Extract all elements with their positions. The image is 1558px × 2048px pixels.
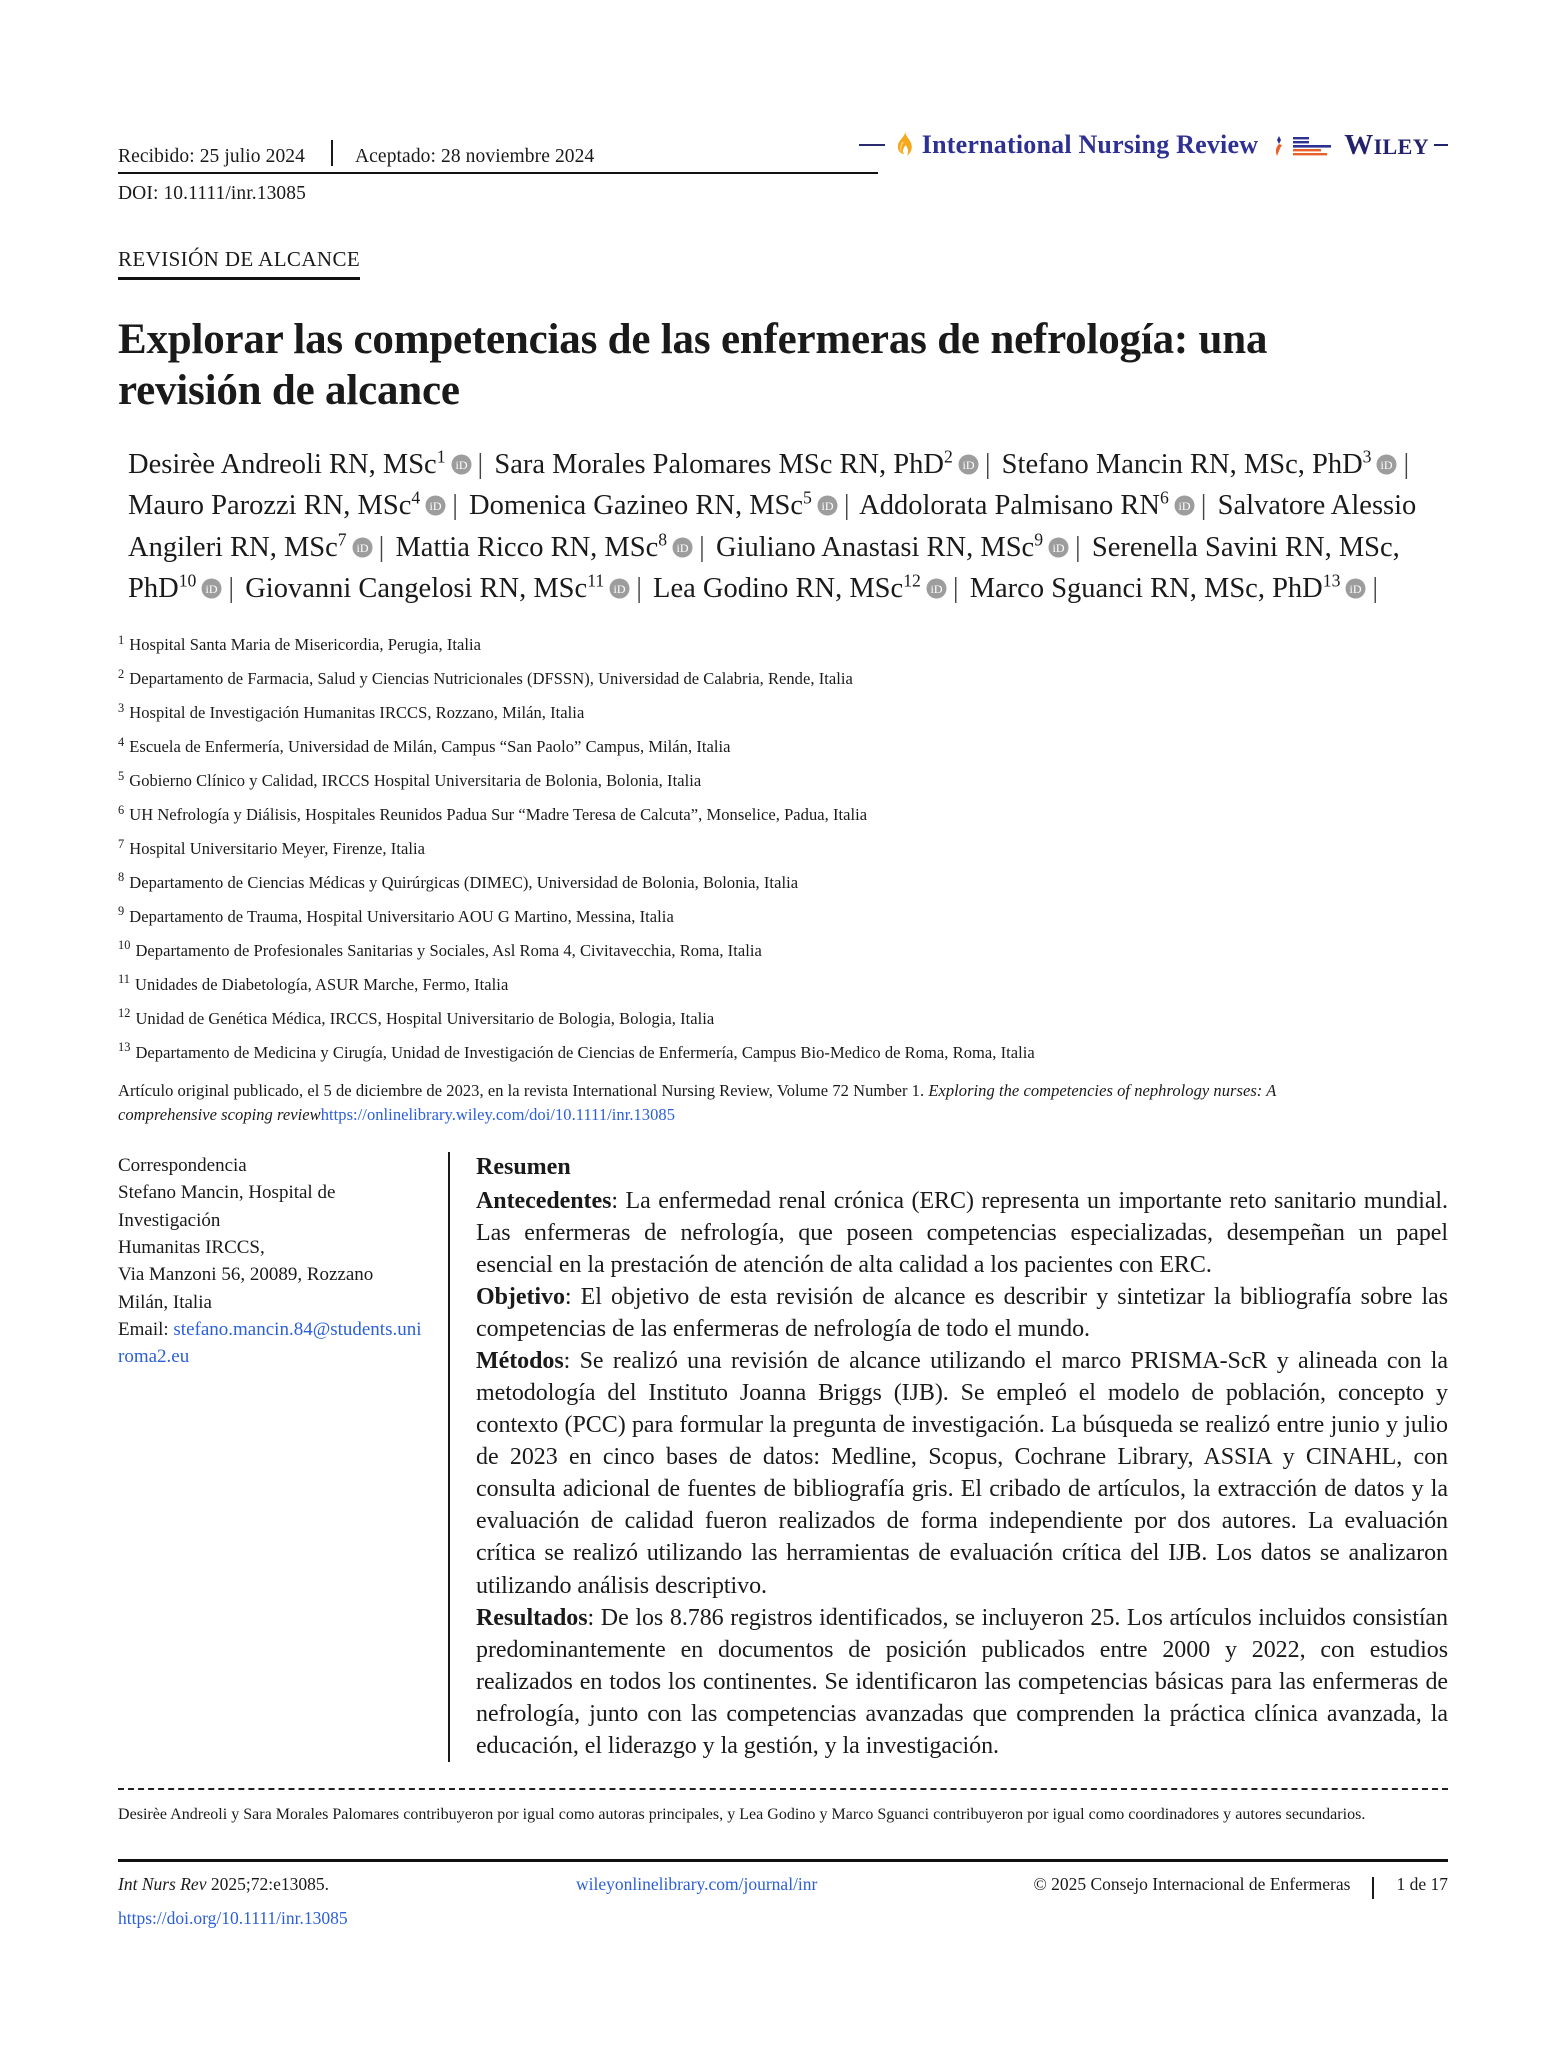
affiliation-text: Departamento de Profesionales Sanitarias y Sociales, Asl Roma 4, Civitavecchia, Roma, Italia xyxy=(135,940,762,960)
email-label: Email: xyxy=(118,1319,169,1341)
orcid-icon[interactable] xyxy=(1048,530,1069,569)
footer-copyright: © 2025 Consejo Internacional de Enfermeras xyxy=(1033,1873,1351,1894)
svg-text:iD: iD xyxy=(1052,540,1065,555)
author-separator: | xyxy=(228,573,235,605)
correspondence-line: Stefano Mancin, Hospital de Investigación xyxy=(118,1182,336,1231)
received-date: Recibido: 25 julio 2024 xyxy=(118,146,305,167)
affiliation-item xyxy=(118,872,1448,893)
journal-logo xyxy=(859,124,1448,168)
affiliation-number: 3 xyxy=(118,700,125,715)
abstract-sections xyxy=(476,1185,1448,1762)
author-name: Stefano Mancin RN, MSc, PhD xyxy=(1001,449,1363,481)
author-name: Desirèe Andreoli RN, MSc xyxy=(128,449,437,481)
affiliation-item xyxy=(118,1008,1448,1029)
author-affil-ref: 12 xyxy=(903,570,921,591)
footer-rule xyxy=(118,1859,1448,1862)
author-name: Domenica Gazineo RN, MSc xyxy=(469,490,804,522)
svg-text:iD: iD xyxy=(205,582,218,597)
affiliation-text: Unidades de Diabetología, ASUR Marche, Fermo, Italia xyxy=(135,974,509,994)
svg-text:iD: iD xyxy=(356,540,369,555)
affiliation-item xyxy=(118,634,1448,655)
author-entry xyxy=(715,529,1072,563)
svg-text:iD: iD xyxy=(1178,499,1191,514)
author-name: Giuliano Anastasi RN, MSc xyxy=(715,531,1035,563)
affiliation-number: 8 xyxy=(118,870,125,885)
logo-right-dash xyxy=(1434,144,1448,146)
footer-right xyxy=(1033,1873,1448,1895)
footer-left xyxy=(118,1874,548,1929)
author-affil-ref: 10 xyxy=(178,570,197,591)
author-separator: | xyxy=(378,531,385,563)
author-entry xyxy=(1001,446,1401,481)
abstract-block xyxy=(450,1152,1448,1762)
footer-citation xyxy=(118,1874,329,1894)
author-separator: | xyxy=(952,573,959,605)
author-affil-ref: 6 xyxy=(1159,487,1169,508)
author-separator: | xyxy=(1403,449,1410,481)
affiliation-item xyxy=(118,838,1448,859)
affiliation-text: Departamento de Trauma, Hospital Universitario AOU G Martino, Messina, Italia xyxy=(129,906,674,926)
author-entry xyxy=(494,446,981,481)
original-publication-note xyxy=(118,1079,1373,1126)
author-affil-ref: 7 xyxy=(337,529,347,550)
orcid-icon[interactable] xyxy=(1376,447,1397,486)
author-separator: | xyxy=(636,573,642,605)
author-affil-ref: 11 xyxy=(587,570,605,591)
author-affil-ref: 13 xyxy=(1322,570,1341,591)
orig-note-title: Exploring the competencies of nephrology nurses: A comprehensive scoping review xyxy=(118,1081,1277,1124)
author-name: Giovanni Cangelosi RN, MSc xyxy=(245,573,588,605)
article-type-label: REVISIÓN DE ALCANCE xyxy=(118,247,361,271)
abstract-section-label: Métodos xyxy=(476,1348,564,1375)
icn-logo-icon xyxy=(1271,135,1333,157)
affiliation-item xyxy=(118,1042,1448,1063)
affiliation-item xyxy=(118,770,1448,791)
author-affil-ref: 4 xyxy=(411,487,421,508)
footer-divider xyxy=(1372,1877,1374,1899)
accepted-date: Aceptado: 28 noviembre 2024 xyxy=(355,146,595,167)
page-title: Explorar las competencias de las enfermeras de nefrología: una revisión de alcance xyxy=(118,316,1268,415)
author-name: Marco Sguanci RN, MSc, PhD xyxy=(969,573,1323,605)
svg-text:iD: iD xyxy=(821,499,834,514)
author-separator: | xyxy=(843,490,850,522)
author-name: Salvatore Alessio Angileri RN, MSc xyxy=(128,490,1417,563)
orcid-icon[interactable] xyxy=(352,530,373,569)
author-entry xyxy=(469,487,841,522)
svg-text:iD: iD xyxy=(962,458,975,473)
affiliation-item xyxy=(118,906,1448,927)
svg-text:iD: iD xyxy=(429,499,442,514)
abstract-section-label: Resultados xyxy=(476,1604,588,1631)
abstract-section-text: : El objetivo de esta revisión de alcance es describir y sintetizar la bibliografía sobre las competencias de las enfermeras de nefrología de todo el mundo. xyxy=(476,1284,1448,1343)
author-separator: | xyxy=(477,449,484,481)
affiliation-number: 12 xyxy=(118,1006,131,1021)
svg-text:iD: iD xyxy=(930,582,943,597)
affiliation-text: Hospital Santa Maria de Misericordia, Perugia, Italia xyxy=(129,635,482,655)
author-entry xyxy=(245,570,633,605)
author-entry xyxy=(859,487,1198,522)
abstract-section-text: : La enfermedad renal crónica (ERC) representa un importante reto sanitario mundial. Las enfermeras de nefrología, que poseen competencias especializadas, desempeñan un papel esencial en la prestación de atención de alta calidad a los pacientes con ERC. xyxy=(476,1188,1448,1279)
footer-citation-journal: Int Nurs Rev xyxy=(118,1873,207,1894)
body-columns xyxy=(118,1152,1448,1762)
author-affil-ref: 5 xyxy=(803,487,812,508)
footer-page-number: 1 de 17 xyxy=(1396,1873,1448,1894)
orcid-icon[interactable] xyxy=(609,571,630,610)
footer-middle xyxy=(548,1874,1033,1895)
author-separator: | xyxy=(1075,531,1081,563)
author-separator: | xyxy=(699,531,705,563)
wiley-wordmark: WILEY xyxy=(1344,128,1429,161)
author-entry xyxy=(128,446,475,481)
affiliation-text: Hospital Universitario Meyer, Firenze, Italia xyxy=(129,839,425,859)
svg-text:iD: iD xyxy=(676,540,689,555)
affiliation-number: 13 xyxy=(118,1040,131,1055)
svg-text:iD: iD xyxy=(1349,582,1362,597)
footer-citation-rest: 2025;72:e13085. xyxy=(206,1873,329,1894)
footer-journal-link[interactable]: wileyonlinelibrary.com/journal/inr xyxy=(576,1873,818,1894)
affiliation-number: 6 xyxy=(118,802,125,817)
affiliation-item xyxy=(118,804,1448,825)
header-row xyxy=(118,128,1448,168)
orcid-icon[interactable] xyxy=(672,530,693,569)
affiliation-text: Hospital de Investigación Humanitas IRCCS, Rozzano, Milán, Italia xyxy=(129,703,585,723)
author-entry xyxy=(395,529,696,563)
affiliation-number: 2 xyxy=(118,666,125,681)
orcid-icon[interactable] xyxy=(201,571,222,610)
affiliation-text: UH Nefrología y Diálisis, Hospitales Reunidos Padua Sur “Madre Teresa de Calcuta”, Monselice, Padua, Italia xyxy=(129,805,868,825)
svg-text:iD: iD xyxy=(613,582,626,597)
orcid-icon[interactable] xyxy=(1345,571,1366,610)
author-entry xyxy=(128,487,449,522)
author-separator: | xyxy=(1372,573,1379,605)
logo-left-dash xyxy=(859,144,885,146)
author-separator: | xyxy=(452,490,458,522)
affiliation-number: 1 xyxy=(118,632,125,647)
abstract-section-label: Objetivo xyxy=(476,1284,565,1311)
journal-title: International Nursing Review xyxy=(921,130,1259,159)
email-link[interactable]: stefano.mancin.84@students.uniroma2.eu xyxy=(118,1319,422,1368)
abstract-section-text: : Se realizó una revisión de alcance utilizando el marco PRISMA-ScR y alineada con la metodología del Instituto Joanna Briggs (IJB). Se empleó el modelo de población, concepto y contexto (PCC) para formular la pregunta de investigación. La búsqueda se realizó entre junio y julio de 2023 en cinco bases de datos: Medline, Scopus, Cochrane Library, ASSIA y CINAHL, con consulta adicional de fuentes de bibliografía gris. El cribado de artículos, la extracción de datos y la evaluación de calidad fueron realizados de forma independiente por dos autores. La evaluación crítica se realizó utilizando las herramientas de evaluación crítica del IJB. Los datos se analizaron utilizando análisis descriptivo. xyxy=(476,1348,1448,1599)
abstract-section xyxy=(476,1602,1448,1762)
contribution-note: Desirèe Andreoli y Sara Morales Palomares contribuyeron por igual como autoras principales, y Lea Godino y Marco Sguanci contribuyeron por igual como coordinadores y autores secundarios. xyxy=(118,1805,1366,1823)
correspondence-line: Humanitas IRCCS, xyxy=(118,1237,265,1259)
affiliation-number: 11 xyxy=(118,972,131,987)
article-type xyxy=(118,247,360,280)
abstract-section xyxy=(476,1281,1448,1345)
author-name: Addolorata Palmisano RN xyxy=(859,490,1160,522)
correspondence-block xyxy=(118,1152,448,1762)
history-dates xyxy=(118,136,594,168)
correspondence-email-line xyxy=(118,1316,426,1371)
correspondence-line: Via Manzoni 56, 20089, Rozzano Milán, Italia xyxy=(118,1264,374,1313)
author-name: Mauro Parozzi RN, MSc xyxy=(128,490,412,522)
date-divider xyxy=(331,140,333,166)
affiliation-number: 9 xyxy=(118,904,125,919)
footer-doi-link[interactable]: https://doi.org/10.1111/inr.13085 xyxy=(118,1907,348,1928)
flame-icon xyxy=(893,130,913,160)
affiliation-number: 4 xyxy=(118,734,125,749)
svg-text:iD: iD xyxy=(1380,458,1393,473)
correspondence-lines xyxy=(118,1179,426,1316)
author-affil-ref: 1 xyxy=(436,446,446,467)
author-affil-ref: 3 xyxy=(1362,446,1372,467)
author-separator: | xyxy=(984,449,991,481)
correspondence-heading: Correspondencia xyxy=(118,1154,247,1176)
article-type-rule xyxy=(118,277,360,280)
affiliation-number: 7 xyxy=(118,836,125,851)
affiliation-list xyxy=(118,634,1448,1063)
affiliation-item xyxy=(118,974,1448,995)
page-footer xyxy=(118,1873,1448,1929)
author-affil-ref: 8 xyxy=(658,529,668,550)
affiliation-text: Escuela de Enfermería, Universidad de Milán, Campus “San Paolo” Campus, Milán, Italia xyxy=(129,737,731,757)
orcid-icon[interactable] xyxy=(817,488,838,527)
orcid-icon[interactable] xyxy=(926,571,947,610)
author-affil-ref: 9 xyxy=(1034,529,1044,550)
affiliation-number: 5 xyxy=(118,768,125,783)
doi-line: DOI: 10.1111/inr.13085 xyxy=(118,183,306,204)
orcid-icon[interactable] xyxy=(958,447,979,486)
author-name: Serenella Savini RN, MSc, PhD xyxy=(128,531,1400,605)
affiliation-text: Departamento de Ciencias Médicas y Quirúrgicas (DIMEC), Universidad de Bolonia, Bolonia, Italia xyxy=(129,872,799,892)
author-name: Mattia Ricco RN, MSc xyxy=(395,531,659,563)
affiliation-text: Unidad de Genética Médica, IRCCS, Hospital Universitario de Bologia, Bologia, Italia xyxy=(135,1008,715,1028)
affiliation-item xyxy=(118,702,1448,723)
author-entry xyxy=(969,570,1370,605)
orcid-icon[interactable] xyxy=(1174,488,1195,527)
abstract-section xyxy=(476,1345,1448,1601)
orcid-icon[interactable] xyxy=(425,488,446,527)
affiliation-text: Departamento de Medicina y Cirugía, Unidad de Investigación de Ciencias de Enfermería, Campus Bio-Medico de Roma, Roma, Italia xyxy=(135,1042,1035,1062)
affiliation-item xyxy=(118,940,1448,961)
affiliation-text: Gobierno Clínico y Calidad, IRCCS Hospital Universitaria de Bolonia, Bolonia, Italia xyxy=(129,771,702,791)
author-name: Lea Godino RN, MSc xyxy=(653,573,904,605)
affiliation-number: 10 xyxy=(118,938,131,953)
header-rule xyxy=(118,172,878,174)
page-content xyxy=(118,0,1448,1929)
orig-note-link[interactable]: https://onlinelibrary.wiley.com/doi/10.1111/inr.13085 xyxy=(320,1104,676,1124)
footnote-divider xyxy=(118,1788,1448,1790)
author-name: Sara Morales Palomares MSc RN, PhD xyxy=(494,449,944,481)
affiliation-item xyxy=(118,668,1448,689)
author-list xyxy=(118,445,1428,610)
abstract-section xyxy=(476,1185,1448,1281)
author-separator: | xyxy=(1200,490,1207,522)
abstract-section-text: : De los 8.786 registros identificados, se incluyeron 25. Los artículos incluidos consistían predominantemente en documentos de posición publicados entre 2000 y 2022, con estudios realizados en todos los continentes. Se identificaron las competencias básicas para las enfermeras de nefrología, junto con las competencias avanzadas que comprenden la práctica clínica avanzada, la educación, el liderazgo y la gestión, y la investigación. xyxy=(476,1604,1448,1759)
orcid-icon[interactable] xyxy=(451,447,472,486)
author-entry xyxy=(653,570,950,605)
svg-text:iD: iD xyxy=(455,458,468,473)
abstract-section-label: Antecedentes xyxy=(476,1188,612,1215)
orig-note-lead: Artículo original publicado, el 5 de diciembre de 2023, en la revista International Nursing Review, Volume 72 Number 1. xyxy=(118,1081,925,1101)
abstract-heading: Resumen xyxy=(476,1153,571,1180)
affiliation-item xyxy=(118,736,1448,757)
author-affil-ref: 2 xyxy=(944,446,953,467)
affiliation-text: Departamento de Farmacia, Salud y Ciencias Nutricionales (DFSSN), Universidad de Calabria, Rende, Italia xyxy=(129,669,853,689)
